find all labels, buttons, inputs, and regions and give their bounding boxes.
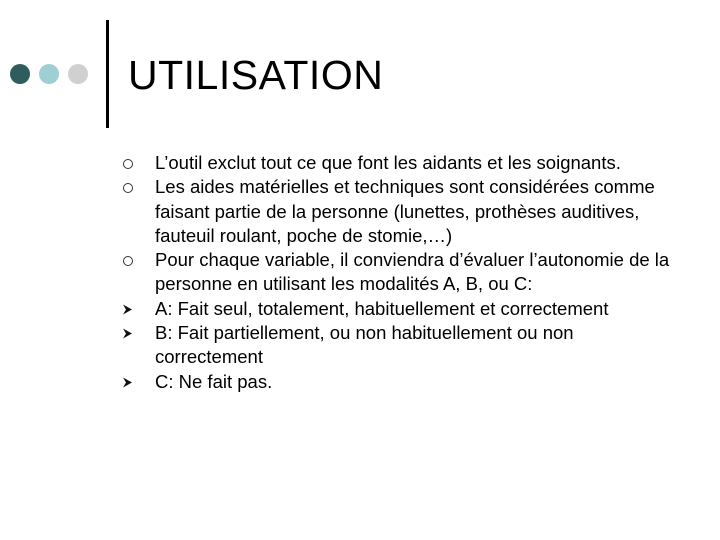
circle-bullet-icon xyxy=(118,248,138,272)
dot-dark xyxy=(10,64,30,84)
bullet-item xyxy=(118,151,678,175)
decorative-dots xyxy=(10,64,100,84)
bullet-text: L’outil exclut tout ce que font les aidants et les soignants. xyxy=(155,152,621,173)
slide-title: UTILISATION xyxy=(128,52,384,98)
dot-gray xyxy=(68,64,88,84)
circle-bullet-icon xyxy=(118,151,138,175)
bullet-text: A: Fait seul, totalement, habituellement et correctement xyxy=(155,297,609,319)
bullet-text: C: Ne fait pas. xyxy=(155,370,273,392)
bullet-item xyxy=(118,175,678,248)
bullet-text: Pour chaque variable, il conviendra d’évaluer l’autonomie de la personne en utilisant les modalités A, B, ou C: xyxy=(155,249,670,295)
bullet-item xyxy=(118,321,678,370)
bullet-text: Les aides matérielles et techniques sont considérées comme faisant partie de la personne (lunettes, prothèses auditives, fauteuil roulant, poche de stomie,…) xyxy=(155,176,655,246)
bullet-item xyxy=(118,370,678,394)
circle-bullet-icon xyxy=(118,175,138,199)
arrow-bullet-icon xyxy=(118,370,138,394)
bullet-list xyxy=(118,151,678,394)
arrow-bullet-icon xyxy=(118,321,138,345)
title-divider xyxy=(106,20,109,128)
bullet-item xyxy=(118,297,678,321)
bullet-text: B: Fait partiellement, ou non habituellement ou non correctement xyxy=(155,322,574,368)
dot-teal xyxy=(39,64,59,84)
arrow-bullet-icon xyxy=(118,297,138,321)
bullet-item xyxy=(118,248,678,297)
